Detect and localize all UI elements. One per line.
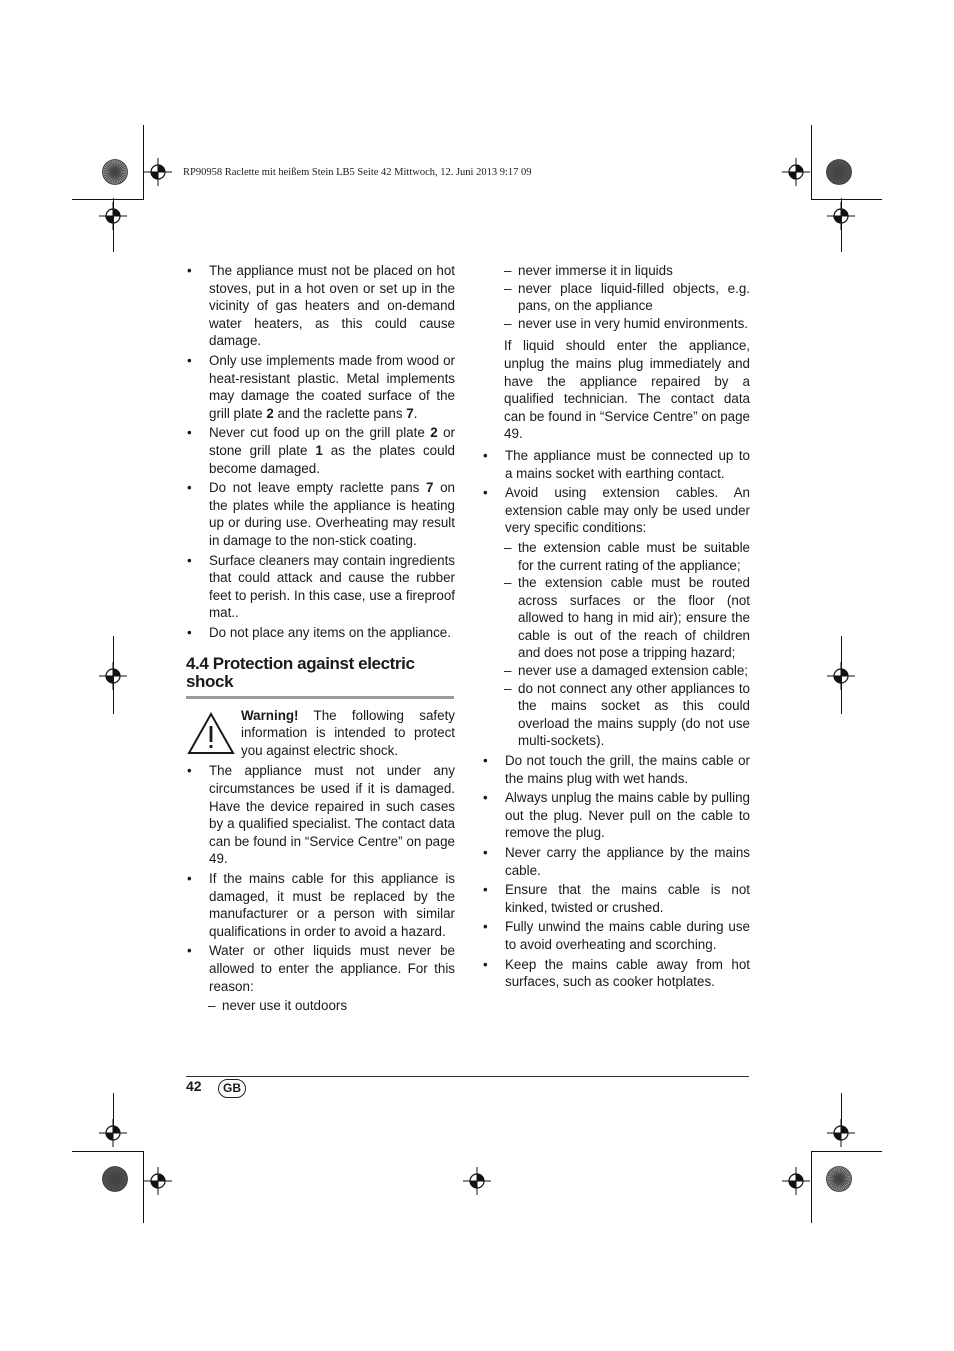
list-item: [187, 762, 455, 868]
crop-mark: [841, 636, 842, 714]
color-wheel-icon: [826, 1166, 852, 1192]
warning-message: The following safety information is intended to protect you against electric shock.: [241, 707, 455, 758]
sub-list-item: – the extension cable must be suitable for the current rating of the appliance;: [504, 539, 750, 574]
registration-crosshair-icon: [782, 158, 810, 186]
warning-triangle-icon: [187, 707, 235, 760]
registration-crosshair-icon: [463, 1167, 491, 1195]
list-item-text: Avoid using extension cables. An extension cable may only be used under very specific conditions:: [505, 485, 750, 536]
list-item-text: The appliance must be connected up to a mains socket with earthing contact.: [505, 447, 750, 481]
right-column: [483, 262, 750, 993]
list-item-text: Never carry the appliance by the mains cable.: [505, 845, 750, 878]
list-item: [483, 881, 750, 916]
list-item-text: Always unplug the mains cable by pulling out the plug. Never pull on the cable to remove the plug.: [505, 790, 750, 841]
list-item-text: Never cut food up on the grill plate: [209, 425, 431, 441]
safety-list-mains-cable: [483, 752, 750, 991]
list-item: [483, 918, 750, 953]
safety-list-general: [187, 262, 455, 641]
registration-crosshair-icon: [782, 1167, 810, 1195]
warning-label: Warning!: [241, 707, 299, 723]
safety-list-electric: [187, 762, 455, 995]
registration-crosshair-icon: [144, 158, 172, 186]
crop-mark: [113, 1093, 114, 1131]
list-item-text: Ensure that the mains cable is not kinked, twisted or crushed.: [505, 882, 750, 915]
language-badge: GB: [218, 1079, 246, 1098]
warning-box: [187, 707, 455, 760]
part-reference-number: 2: [266, 405, 274, 421]
list-item-text: Keep the mains cable away from hot surfaces, such as cooker hotplates.: [505, 956, 750, 990]
list-item-text: Surface cleaners may contain ingredients that could attack and cause the rubber feet to perish. In this case, use a fireproof mat..: [209, 552, 455, 621]
list-item: [483, 789, 750, 842]
list-item-text: Fully unwind the mains cable during use to avoid overheating and scorching.: [505, 919, 750, 952]
crop-mark: [811, 1151, 812, 1223]
page-number: 42: [186, 1078, 202, 1094]
list-item-text: The appliance must not under any circumstances be used if it is damaged. Have the device repaired in such cases by a qualified specialist. The contact data can be found in “Service Centre” on page 49.: [209, 763, 455, 867]
sub-list-item: – never use it outdoors: [208, 997, 455, 1015]
list-item-text: Do not leave empty raclette pans: [209, 480, 426, 496]
list-item-text: Only use implements made from wood or heat-resistant plastic. Metal implements may damage the coated surface of the grill plate: [209, 352, 455, 421]
list-item-text: or stone grill plate: [209, 425, 455, 458]
list-item-text: The appliance must not be placed on hot stoves, put in a hot oven or set up in the vicinity of gas heaters and on-demand water heaters, as this could cause damage.: [209, 263, 455, 349]
part-reference-number: 2: [430, 425, 438, 441]
sub-list-item: – do not connect any other appliances to the mains socket as this could overload the mains supply (do not use multi-sockets).: [504, 680, 750, 750]
liquid-precautions-list: [187, 997, 455, 1015]
crop-mark: [72, 1151, 143, 1152]
list-item: [187, 624, 455, 642]
part-reference-number: 7: [406, 405, 414, 421]
list-item: [483, 484, 750, 537]
liquid-entry-paragraph: If liquid should enter the appliance, unplug the mains plug immediately and have the appliance repaired by a qualified technician. The contact data can be found in “Service Centre” on page 49.: [504, 338, 750, 442]
list-item: [187, 552, 455, 622]
sub-list-item: – never place liquid-filled objects, e.g. pans, on the appliance: [504, 280, 750, 315]
sub-list-item: – never use a damaged extension cable;: [504, 662, 750, 680]
sub-list-item: – the extension cable must be routed across surfaces or the floor (not allowed to hang in mid air); ensure the cable is out of the reach of children and does not pose a tripping hazard;: [504, 574, 750, 662]
list-item: [483, 447, 750, 482]
crop-mark: [811, 199, 882, 200]
section-heading: 4.4 Protection against electric shock: [186, 655, 454, 698]
crop-mark: [841, 1093, 842, 1131]
crop-mark: [811, 1151, 882, 1152]
list-item: [187, 352, 455, 422]
list-item-text: as the plates could become damaged.: [209, 442, 455, 476]
list-item: [187, 870, 455, 940]
list-item-text: and the raclette pans: [273, 405, 407, 421]
color-wheel-icon: [102, 159, 128, 185]
crop-mark: [113, 636, 114, 714]
color-wheel-icon: [102, 1166, 128, 1192]
crop-mark: [113, 198, 114, 252]
extension-cable-conditions: [483, 539, 750, 750]
crop-mark: [811, 125, 812, 200]
list-item: [187, 262, 455, 350]
sub-list-item: – never use in very humid environments.: [504, 315, 750, 333]
left-column: [187, 262, 455, 1015]
print-slug: RP90958 Raclette mit heißem Stein LB5 Seite 42 Mittwoch, 12. Juni 2013 9:17 09: [183, 167, 532, 178]
warning-text: [241, 707, 455, 760]
safety-list-connection: [483, 447, 750, 537]
list-item-text: Do not place any items on the appliance.: [209, 624, 451, 640]
list-item-text: Water or other liquids must never be allowed to enter the appliance. For this reason:: [209, 943, 455, 994]
list-item: [187, 479, 455, 549]
footer-rule: [186, 1076, 749, 1077]
list-item: [483, 956, 750, 991]
list-item-text: If the mains cable for this appliance is damaged, it must be replaced by the manufacturer or a person with similar qualifications in order to avoid a hazard.: [209, 871, 455, 939]
list-item-text: on the plates while the appliance is heating up or during use. Overheating may result in damage to the non-stick coating.: [209, 480, 455, 548]
sub-list-item: – never immerse it in liquids: [504, 262, 750, 280]
list-item-text: .: [413, 405, 418, 421]
list-item: [483, 844, 750, 879]
part-reference-number: 1: [315, 442, 323, 458]
crop-mark: [72, 199, 143, 200]
list-item-text: Do not touch the grill, the mains cable or the mains plug with wet hands.: [505, 753, 750, 786]
color-wheel-icon: [826, 159, 852, 185]
list-item: [483, 752, 750, 787]
list-item: [187, 424, 455, 477]
part-reference-number: 7: [426, 480, 434, 496]
crop-mark: [143, 1151, 144, 1223]
crop-mark: [143, 125, 144, 200]
list-item: [187, 942, 455, 995]
liquid-precautions-continued: [483, 262, 750, 332]
crop-mark: [841, 198, 842, 252]
registration-crosshair-icon: [144, 1167, 172, 1195]
